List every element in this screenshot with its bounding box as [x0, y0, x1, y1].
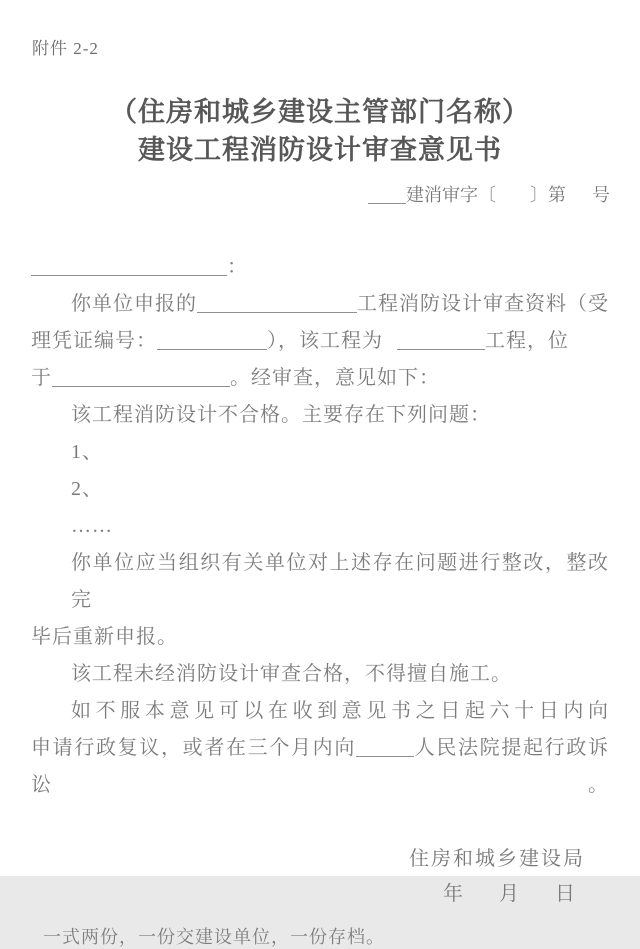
signature-block [0, 842, 640, 913]
ref-serial-gap [566, 200, 592, 201]
copies-note: 一式两份，一份交建设单位，一份存档。 [43, 927, 385, 947]
paragraph-result: 该工程消防设计不合格。主要存在下列问题： [71, 404, 491, 426]
document-title [0, 93, 640, 169]
project-type-blank-field [397, 329, 485, 350]
date-year-label: 年 [443, 883, 465, 905]
addressee-colon: ： [227, 256, 248, 278]
location-blank-field [52, 366, 230, 387]
paragraph-no-construction: 该工程未经消防设计审查合格，不得擅自施工。 [71, 663, 512, 685]
paragraph-1-line-1 [31, 286, 609, 323]
date-month-label: 月 [499, 883, 521, 905]
addressee-blank-field [31, 255, 227, 276]
p1-text-g: 。经审查，意见如下： [230, 367, 440, 389]
paragraph-appeal-line-1: 如不服本意见可以在收到意见书之日起六十日内向 [71, 700, 609, 722]
p1-text-c: 理凭证编号： [31, 330, 157, 352]
attachment-label: 附件 2-2 [32, 39, 99, 58]
court-name-blank-field [356, 736, 414, 757]
date-day-label: 日 [555, 883, 577, 905]
p1-text-d: ），该工程为 [267, 330, 383, 352]
ref-suffix-text: 号 [592, 185, 610, 205]
title-line-1: （住房和城乡建设主管部门名称） [110, 97, 530, 127]
ref-number-blank-field [368, 185, 406, 204]
appeal-text-b: 人民法院提起行政诉讼。 [31, 737, 610, 796]
addressee-line [31, 249, 609, 286]
receipt-number-blank-field [157, 329, 267, 350]
problem-item-1: 1、 [71, 441, 103, 463]
paragraph-appeal-line-2 [31, 730, 609, 804]
paragraph-1-line-2 [31, 323, 609, 360]
p1-text-e: 工程，位 [485, 330, 569, 352]
paragraph-1-line-3 [31, 360, 609, 397]
appeal-text-a: 申请行政复议，或者在三个月内向 [31, 737, 356, 759]
issuing-authority: 住房和城乡建设局 [409, 848, 585, 870]
project-name-blank-field [197, 292, 357, 313]
ref-bracket-gap [496, 200, 530, 201]
p1-text-f: 于 [31, 367, 52, 389]
date-line [0, 876, 577, 913]
p1-text-a: 你单位申报的 [71, 293, 197, 315]
p1-text-b: 工程消防设计审查资料（受 [357, 293, 609, 315]
paragraph-rectify-line-2: 毕后重新申报。 [31, 626, 178, 648]
paragraph-rectify-line-1: 你单位应当组织有关单位对上述存在问题进行整改，整改完 [71, 552, 609, 611]
ref-prefix-text: 建消审字〔 [406, 185, 496, 205]
problem-item-2: 2、 [71, 478, 103, 500]
document-body [31, 249, 609, 804]
problem-ellipsis: …… [71, 515, 113, 537]
reference-number-line [0, 183, 610, 207]
ref-mid-text: 〕第 [530, 185, 566, 205]
title-line-2: 建设工程消防设计审查意见书 [138, 135, 502, 165]
